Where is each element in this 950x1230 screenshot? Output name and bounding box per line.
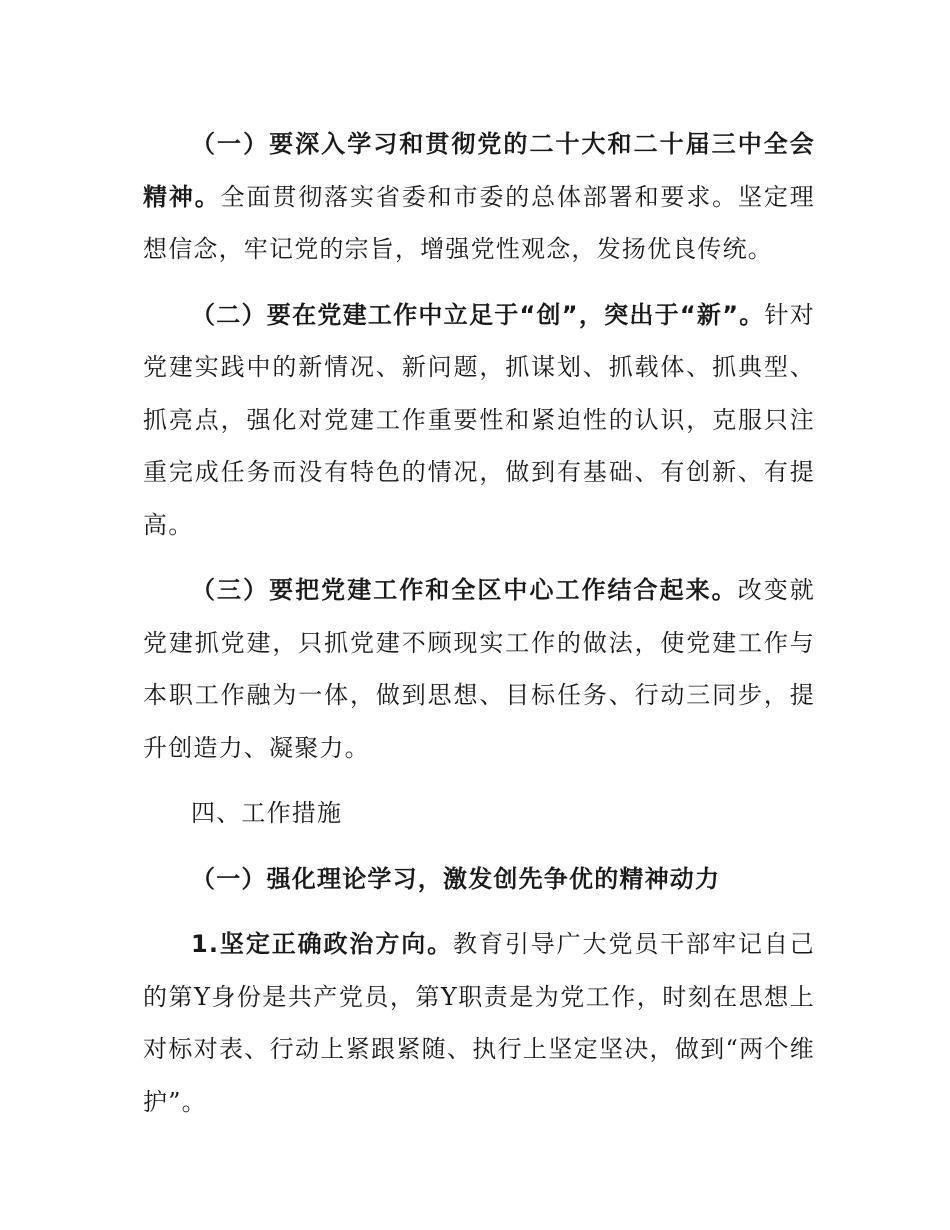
item-paragraph: [143, 918, 815, 1128]
paragraph-3-text: 改变就党建抓党建，只抓党建不顾现实工作的做法，使党建工作与本职工作融为一体，做到思想、目标任务、行动三同步，提升创造力、凝聚力。: [143, 576, 815, 762]
paragraph-2: [143, 289, 815, 552]
subsection-heading: （一）强化理论学习，激发创先争优的精神动力: [191, 864, 721, 893]
paragraph-2-text: 针对党建实践中的新情况、新问题，抓谋划、抓载体、抓典型、抓亮点，强化对党建工作重要性和紧迫性的认识，克服只注重完成任务而没有特色的情况，做到有基础、有创新、有提高。: [143, 300, 815, 539]
paragraph-1-lead: （一）要深入学习和贯彻党的二十大和二十届三中全会精神。: [143, 130, 815, 211]
paragraph-1: [143, 118, 815, 276]
paragraph-3-lead: （三）要把党建工作和全区中心工作结合起来。: [191, 576, 738, 604]
paragraph-2-lead: （二）要在党建工作中立足于“创”，突出于“新”。: [191, 300, 765, 329]
document-page: [143, 118, 815, 1128]
item-lead: 1.坚定正确政治方向。: [191, 930, 454, 958]
item-text: 教育引导广大党员干部牢记自己的第Y身份是共产党员，第Y职责是为党工作，时刻在思想上对标对表、行动上紧跟紧随、执行上坚定坚决，做到“两个维护”。: [143, 930, 815, 1116]
paragraph-1-text: 全面贯彻落实省委和市委的总体部署和要求。坚定理想信念，牢记党的宗旨，增强党性观念，发扬优良传统。: [143, 182, 815, 263]
paragraph-3: [143, 564, 815, 774]
section-heading: 四、工作措施: [191, 799, 343, 827]
